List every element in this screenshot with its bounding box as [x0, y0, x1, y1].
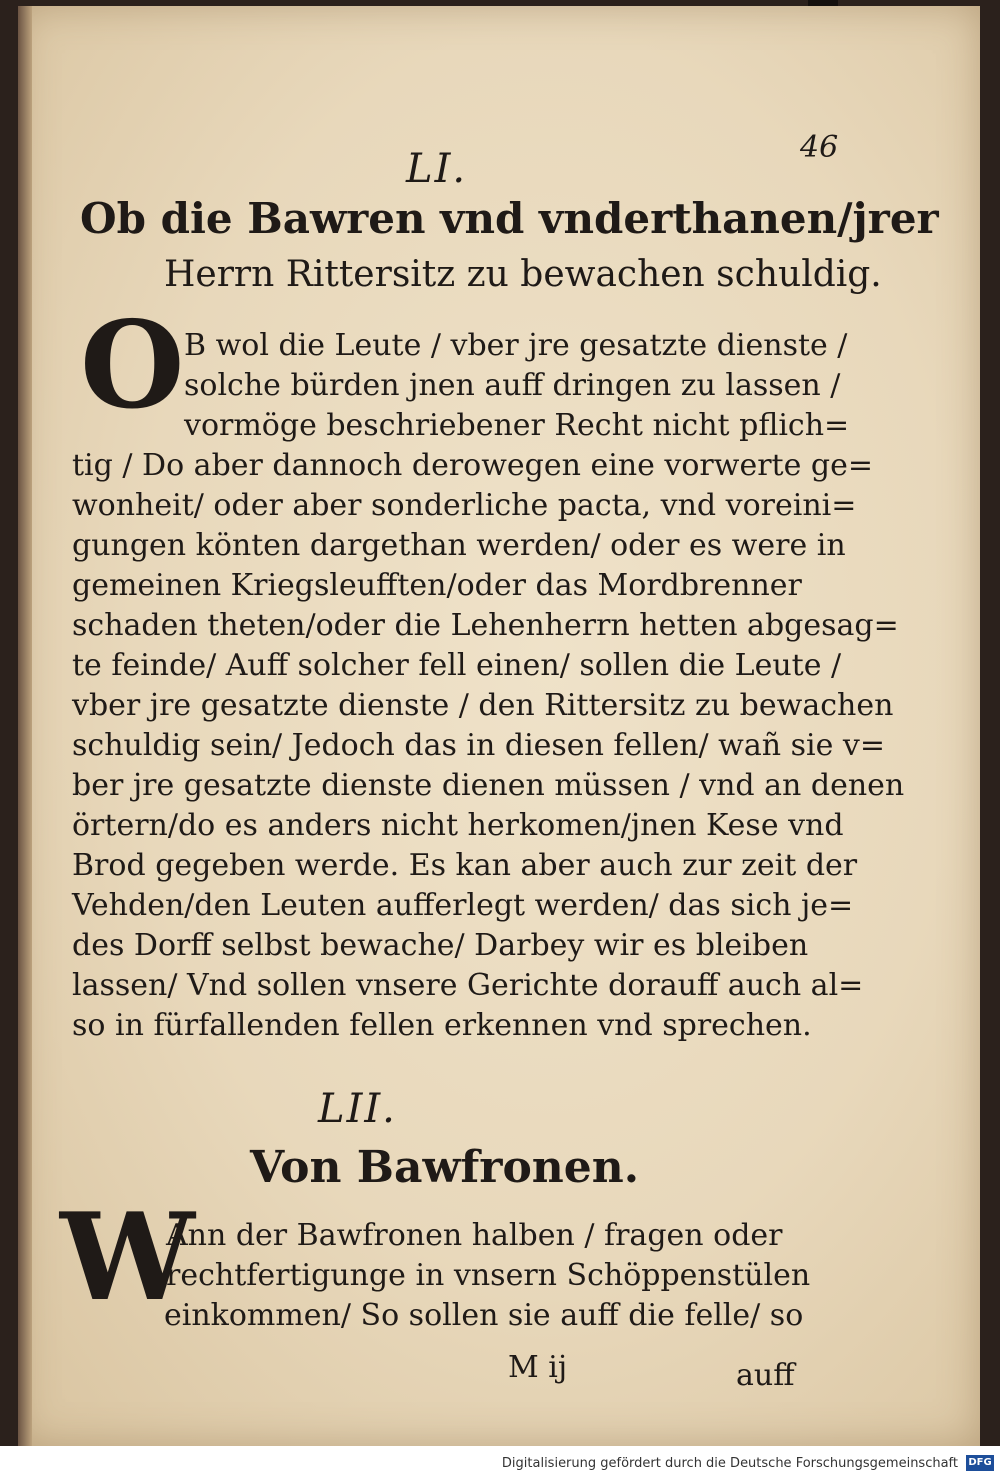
text-line: Vehden/den Leuten aufferlegt werden/ das sich je= [72, 888, 854, 923]
text-line: B wol die Leute / vber jre gesatzte dienste / [184, 328, 848, 363]
section-heading: Von Bawfronen. [250, 1142, 640, 1193]
text-line: Brod gegeben werde. Es kan aber auch zur zeit der [72, 848, 858, 883]
dropcap-o: O [80, 295, 185, 436]
text-line: gungen könten dargethan werden/ oder es were in [72, 528, 846, 563]
dropcap-w: W [60, 1187, 195, 1328]
text-line: rechtfertigunge in vnsern Schöppenstülen [166, 1258, 811, 1293]
text-line: so in fürfallenden fellen erkennen vnd sprechen. [72, 1008, 812, 1043]
text-line: solche bürden jnen auff dringen zu lassen / [184, 368, 841, 403]
text-line: tig / Do aber dannoch derowegen eine vorwerte ge= [72, 448, 873, 483]
section-heading-line-2: Herrn Rittersitz zu bewachen schuldig. [164, 254, 882, 295]
text-line: te feinde/ Auff solcher fell einen/ sollen die Leute / [72, 648, 842, 683]
text-line: Ann der Bawfronen halben / fragen oder [166, 1218, 783, 1253]
text-line: schaden theten/oder die Lehenherrn hetten abgesag= [72, 608, 899, 643]
digitization-credit: Digitalisierung gefördert durch die Deutsche Forschungsgemeinschaft [501, 1456, 958, 1471]
text-line: ber jre gesatzte dienste dienen müssen / vnd an denen [72, 768, 905, 803]
text-line: vber jre gesatzte dienste / den Rittersitz zu bewachen [72, 688, 894, 723]
text-line: vormöge beschriebener Recht nicht pflich= [184, 408, 850, 443]
section-heading-line-1: Ob die Bawren vnd vnderthanen/jrer [80, 194, 939, 243]
text-line: schuldig sein/ Jedoch das in diesen fellen/ wañ sie v= [72, 728, 885, 763]
signature-mark: M ij [508, 1350, 568, 1385]
book-page [18, 6, 980, 1446]
text-line: wonheit/ oder aber sonderliche pacta, vnd voreini= [72, 488, 857, 523]
section-number-li: LI. [406, 146, 468, 192]
text-line: des Dorff selbst bewache/ Darbey wir es bleiben [72, 928, 809, 963]
text-line: lassen/ Vnd sollen vnsere Gerichte dorauff auch al= [72, 968, 864, 1003]
section-number-lii: LII. [318, 1086, 397, 1132]
page-gutter-shadow [18, 6, 32, 1446]
text-line: einkommen/ So sollen sie auff die felle/ so [164, 1298, 804, 1333]
catchword: auff [736, 1358, 795, 1393]
text-line: örtern/do es anders nicht herkomen/jnen Kese vnd [72, 808, 844, 843]
text-line: gemeinen Kriegsleufften/oder das Mordbrenner [72, 568, 802, 603]
page-number: 46 [800, 130, 839, 165]
dfg-logo: DFG [966, 1455, 994, 1471]
